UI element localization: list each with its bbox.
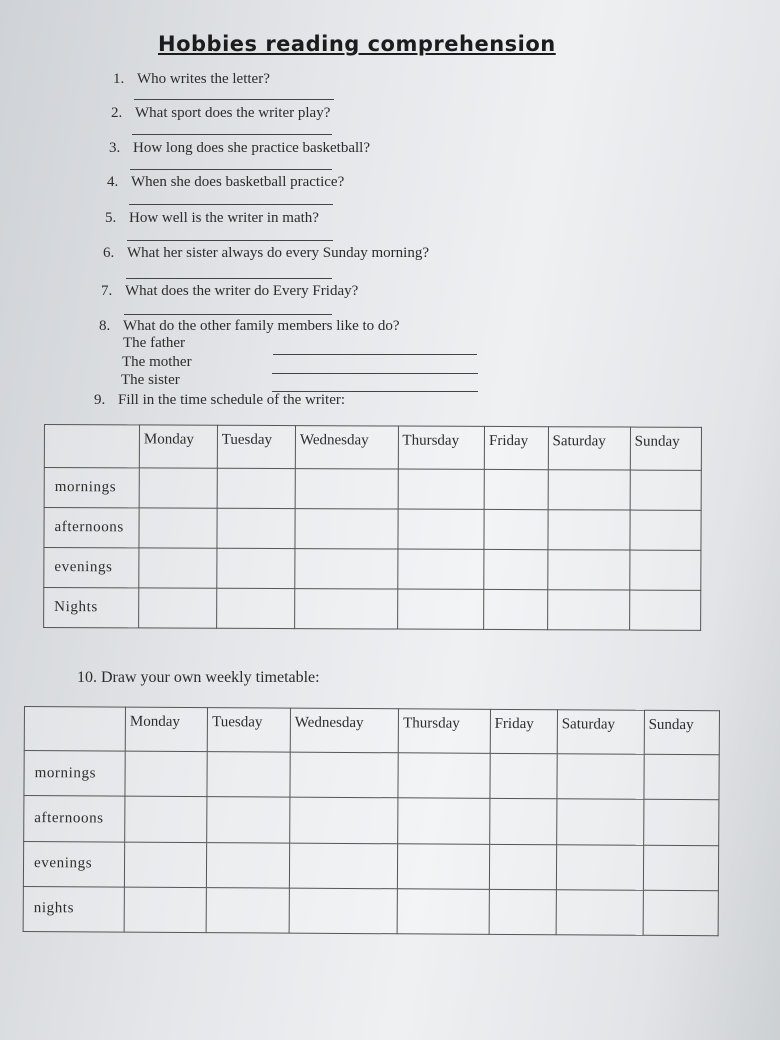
schedule-cell[interactable] [295,549,398,589]
timetable-cell[interactable] [207,842,290,888]
answer-line[interactable] [134,99,334,100]
question-7 [101,283,358,300]
family-mother-label: The mother [122,354,192,370]
writer-schedule-table [43,424,702,631]
schedule-cell[interactable] [295,589,398,629]
day-header: Monday [139,425,217,468]
timetable-cell[interactable] [207,797,290,843]
timetable-cell[interactable] [643,845,719,891]
question-number: 6. [103,245,115,261]
question-number: 9. [94,392,106,408]
schedule-cell[interactable] [295,469,398,509]
timetable-cell[interactable] [556,890,643,936]
schedule-cell[interactable] [397,549,484,589]
schedule-cell[interactable] [217,468,295,508]
schedule-cell[interactable] [216,588,294,628]
timetable-cell[interactable] [124,887,206,933]
question-number: 8. [99,318,111,334]
schedule-cell[interactable] [139,508,217,548]
day-header: Wednesday [295,426,398,469]
timetable-cell[interactable] [290,798,399,844]
question-text: What sport does the writer play? [135,105,331,121]
timetable-cell[interactable] [125,796,207,842]
timetable-cell[interactable] [489,844,556,890]
worksheet-title: Hobbies reading comprehension [158,32,556,56]
question-text: Fill in the time schedule of the writer: [118,392,346,408]
table-row [44,468,701,511]
timetable-cell[interactable] [643,800,719,846]
timetable-cell[interactable] [489,799,556,845]
schedule-cell[interactable] [629,590,700,630]
table-row [24,751,719,800]
table-row [24,796,719,845]
question-text: When she does basketball practice? [131,174,345,190]
question-number: 7. [101,283,113,299]
question-number: 3. [109,140,121,156]
question-text: What her sister always do every Sunday morning? [127,245,429,261]
answer-line[interactable] [124,314,332,315]
day-header: Wednesday [290,708,399,753]
timetable-cell[interactable] [398,843,490,889]
answer-line[interactable] [126,278,332,279]
schedule-cell[interactable] [547,590,629,630]
answer-line[interactable] [130,169,332,170]
table-header-row [24,707,719,755]
timetable-cell[interactable] [289,843,398,889]
answer-line[interactable] [127,240,333,241]
table-row [23,841,718,890]
row-label: mornings [44,468,139,508]
day-header: Sunday [630,427,701,470]
row-label: mornings [24,751,125,797]
family-sister-label: The sister [121,372,180,388]
schedule-cell[interactable] [630,470,701,510]
question-text: How well is the writer in math? [129,210,319,226]
schedule-cell[interactable] [630,550,701,590]
answer-line[interactable] [132,134,332,135]
timetable-cell[interactable] [556,844,643,890]
timetable-cell[interactable] [644,754,720,800]
answer-line[interactable] [273,354,477,355]
timetable-cell[interactable] [124,842,206,888]
question-text: How long does she practice basketball? [133,140,371,156]
schedule-cell[interactable] [217,508,295,548]
day-header: Thursday [398,426,485,469]
own-timetable-table [23,706,720,936]
row-label: Nights [44,588,139,628]
timetable-cell[interactable] [289,888,398,934]
timetable-cell[interactable] [557,754,644,800]
question-text: What do the other family members like to do? [123,318,400,334]
day-header: Tuesday [217,425,295,468]
table-row [44,588,701,631]
schedule-cell[interactable] [139,588,217,628]
row-label: evenings [44,548,139,588]
schedule-cell[interactable] [548,510,630,550]
row-label: afternoons [44,508,139,548]
timetable-cell[interactable] [397,889,489,935]
table-row [44,508,701,551]
timetable-cell[interactable] [206,887,289,933]
table-row [44,548,701,591]
row-label: evenings [23,841,124,887]
table-corner-cell [24,707,125,752]
question-8 [99,318,400,335]
schedule-cell[interactable] [484,509,548,549]
schedule-cell[interactable] [217,548,295,588]
table-corner-cell [44,425,139,468]
question-1 [113,71,270,88]
schedule-cell[interactable] [139,468,217,508]
day-header: Saturday [557,710,644,755]
table-row [23,886,718,935]
answer-line[interactable] [129,204,333,205]
schedule-cell[interactable] [295,509,398,549]
question-5 [105,210,319,227]
schedule-cell[interactable] [484,589,548,629]
timetable-cell[interactable] [207,752,290,798]
question-6 [103,245,429,262]
day-header: Thursday [398,709,490,754]
timetable-cell[interactable] [643,890,719,936]
question-text: Who writes the letter? [137,71,270,87]
row-label: nights [23,886,124,932]
table-header-row [44,425,701,471]
question-text: What does the writer do Every Friday? [125,283,359,299]
schedule-cell[interactable] [630,510,701,550]
schedule-cell[interactable] [548,470,630,510]
timetable-cell[interactable] [489,889,556,935]
timetable-cell[interactable] [125,751,207,797]
question-number: 4. [107,174,119,190]
question-4 [107,174,344,191]
schedule-cell[interactable] [397,509,484,549]
section-10-heading: 10. Draw your own weekly timetable: [77,669,320,686]
schedule-cell[interactable] [484,469,548,509]
day-header: Friday [484,426,548,469]
schedule-cell[interactable] [397,589,484,629]
day-header: Saturday [548,427,630,470]
day-header: Tuesday [207,708,290,753]
question-3 [109,140,370,157]
row-label: afternoons [24,796,125,842]
timetable-cell[interactable] [398,798,490,844]
schedule-cell[interactable] [484,549,548,589]
timetable-cell[interactable] [557,799,644,845]
day-header: Friday [490,709,557,754]
day-header: Monday [125,707,207,752]
question-number: 1. [113,71,125,87]
schedule-cell[interactable] [398,469,485,509]
schedule-cell[interactable] [139,548,217,588]
question-number: 5. [105,210,117,226]
schedule-cell[interactable] [547,550,629,590]
answer-line[interactable] [272,373,478,374]
question-number: 2. [111,105,123,121]
question-2 [111,105,330,122]
question-9 [94,392,345,409]
timetable-cell[interactable] [290,752,399,798]
day-header: Sunday [644,710,720,755]
family-father-label: The father [123,335,186,351]
timetable-cell[interactable] [398,753,490,799]
timetable-cell[interactable] [490,754,557,800]
